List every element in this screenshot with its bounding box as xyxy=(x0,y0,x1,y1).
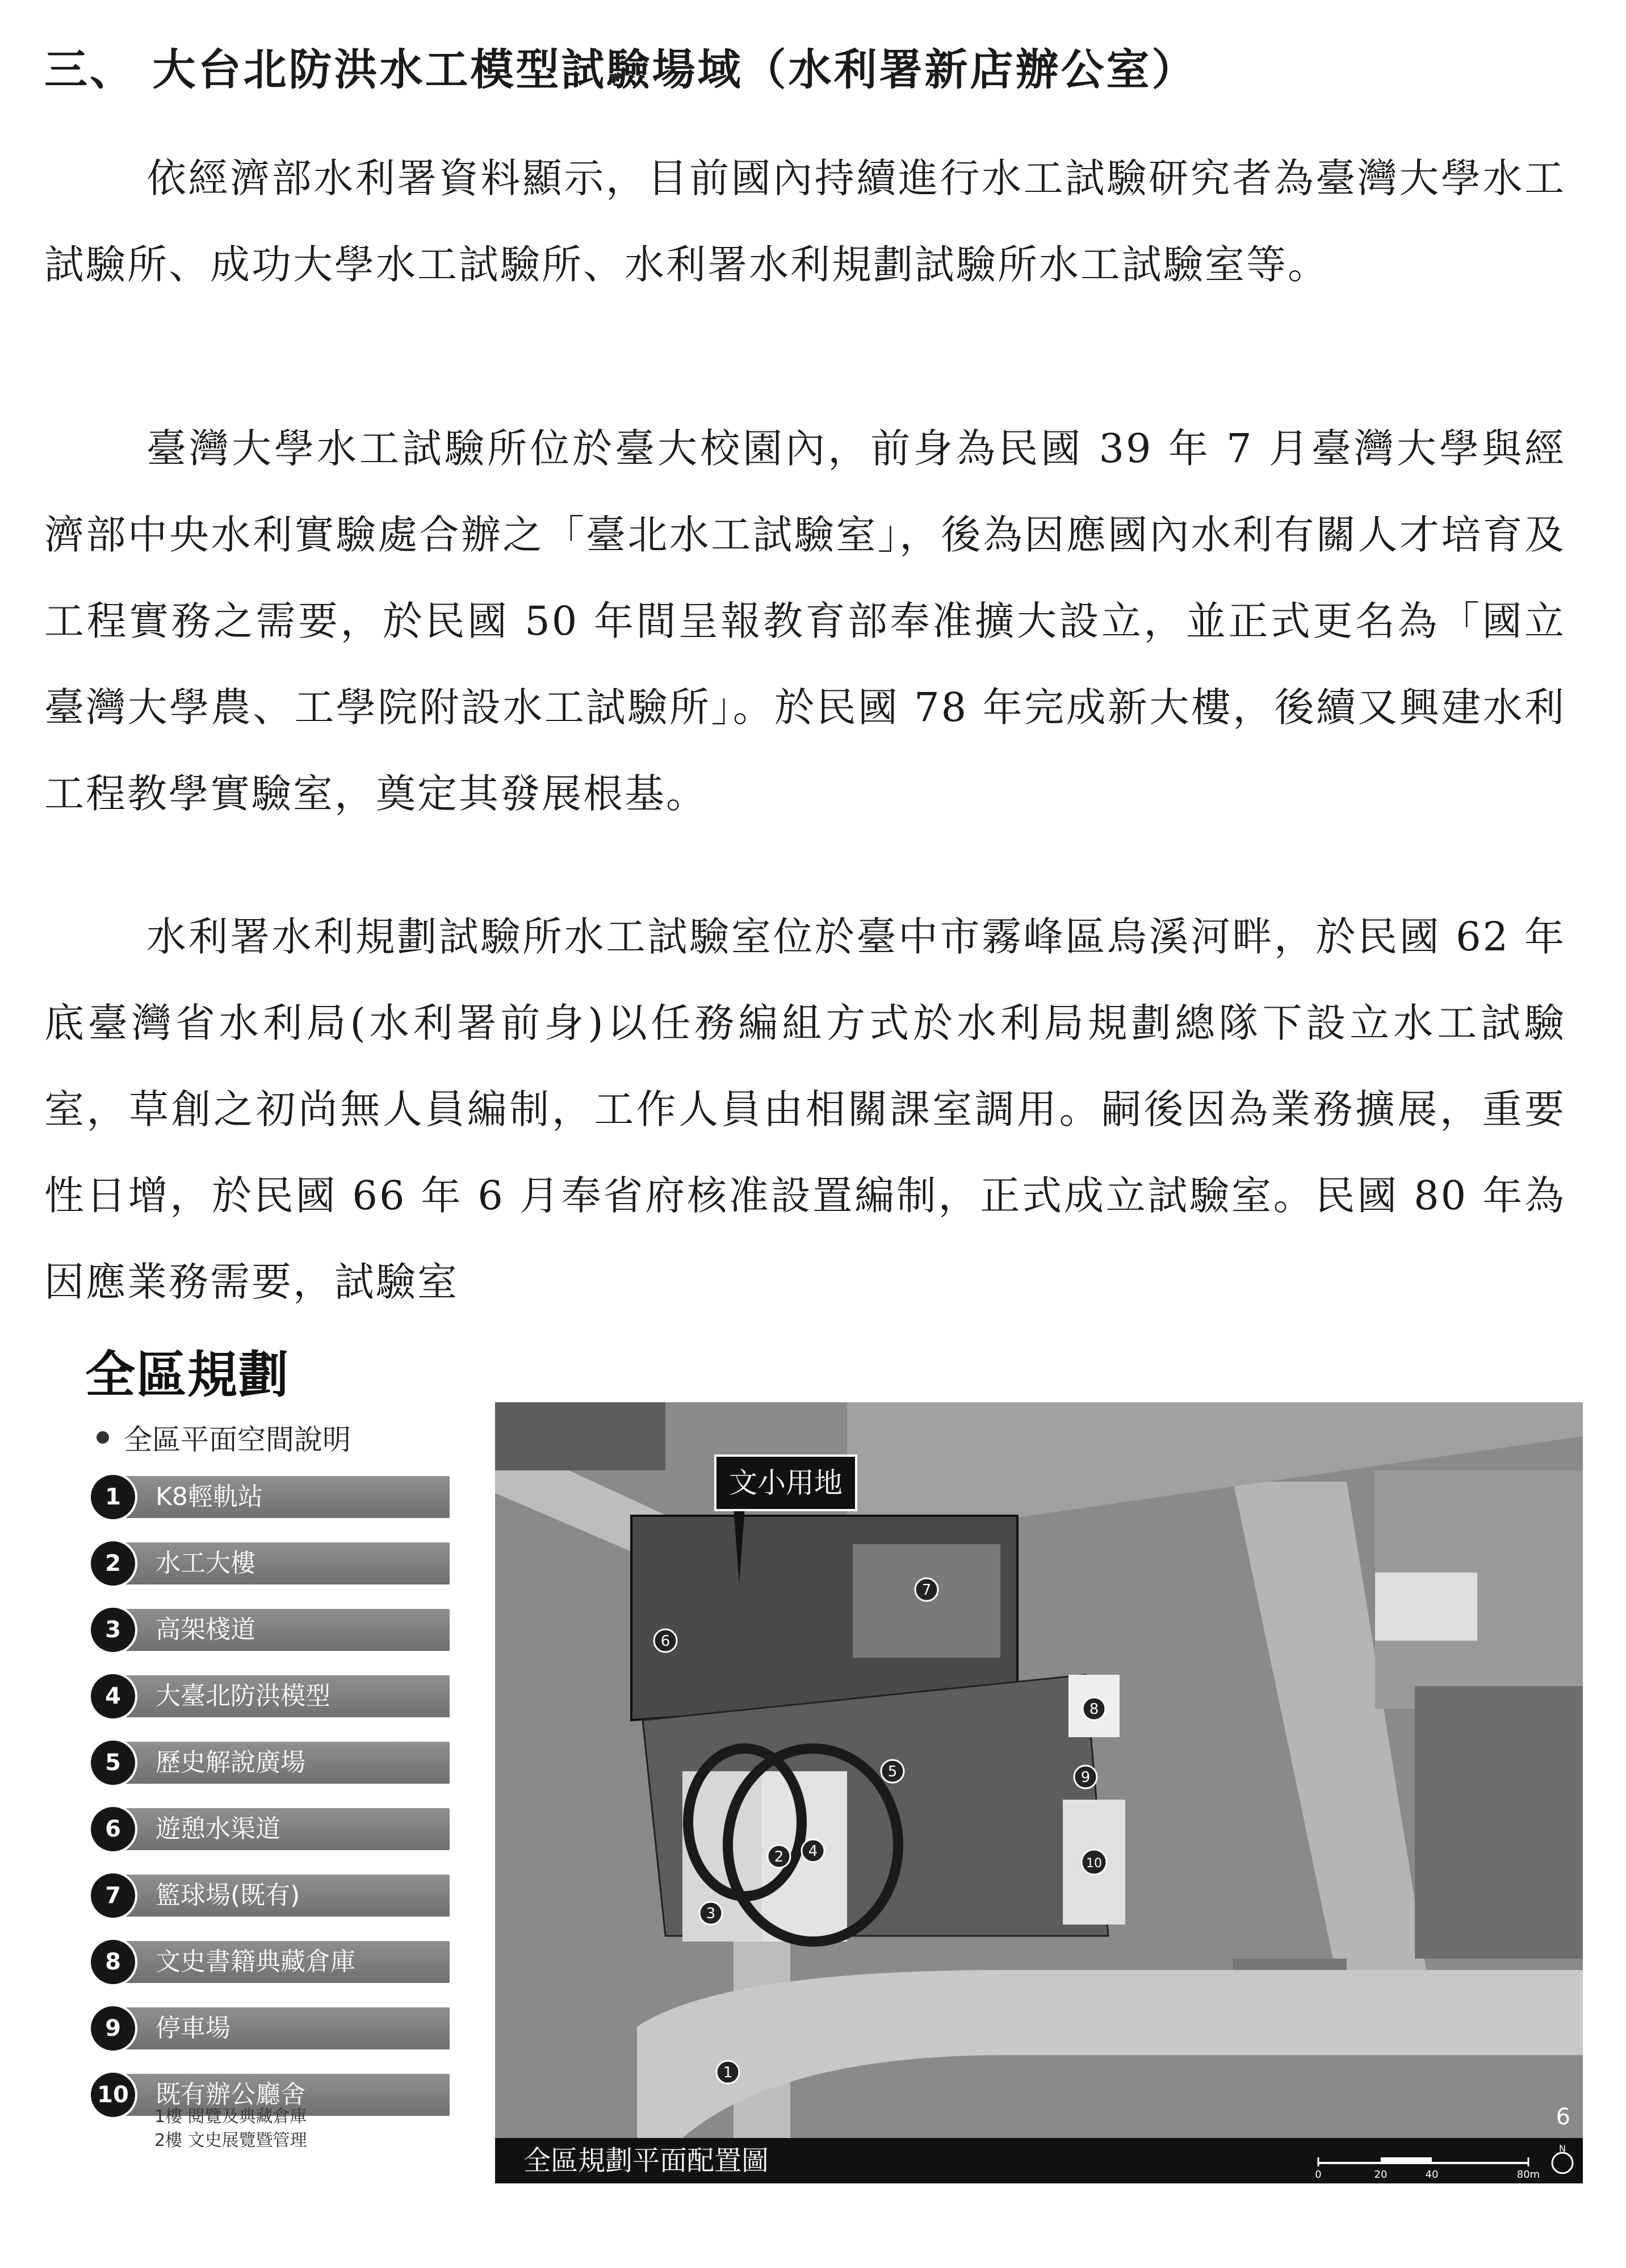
map-marker-3: 3 xyxy=(706,1905,716,1922)
scale-tick: 20 xyxy=(1374,2169,1388,2180)
map-marker-6: 6 xyxy=(660,1633,670,1650)
figure-title: 全區規劃 xyxy=(85,1345,290,1404)
legend-label: 水工大樓 xyxy=(156,1549,255,1578)
scale-tick: 80m xyxy=(1516,2169,1540,2180)
bullet-icon xyxy=(97,1431,109,1444)
paragraph-2: 臺灣大學水工試驗所位於臺大校園內，前身為民國 39 年 7 月臺灣大學與經濟部中央水利實驗處合辦之「臺北水工試驗室」，後為因應國內水利有關人才培育及工程實務之需要，於民國 50 年間呈報教育部奉准擴大設立，並正式更名為「國立臺灣大學農、工學院附設水工試驗所」。於民國 78 年完成新大樓，後續又興建水利工程教學實驗室，奠定其發展根基。 xyxy=(44,425,1566,817)
map-marker-1: 1 xyxy=(723,2064,733,2081)
legend-number: 10 xyxy=(89,2070,137,2119)
legend-note xyxy=(154,2105,307,2153)
school-lot-label: 文小用地 xyxy=(714,1454,857,1511)
legend-number: 6 xyxy=(89,1805,137,1854)
map-caption: 全區規劃平面配置圖 xyxy=(523,2145,769,2177)
legend-label: 停車場 xyxy=(156,2014,231,2043)
legend-item xyxy=(89,1539,452,1588)
site-plan-map xyxy=(495,1402,1583,2183)
scale-tick: 0 xyxy=(1315,2169,1322,2180)
legend-number: 4 xyxy=(89,1672,137,1721)
paragraph-1: 依經濟部水利署資料顯示，目前國內持續進行水工試驗研究者為臺灣大學水工試驗所、成功大學水工試驗所、水利署水利規劃試驗所水工試驗室等。 xyxy=(44,155,1566,288)
legend-label: 籃球場(既有) xyxy=(156,1881,300,1910)
aerial-map-image xyxy=(495,1402,1583,2138)
map-caption-bar xyxy=(495,2138,1583,2183)
scale-tick: 40 xyxy=(1425,2169,1439,2180)
map-marker-10: 10 xyxy=(1086,1856,1102,1871)
paragraph-3: 水利署水利規劃試驗所水工試驗室位於臺中市霧峰區烏溪河畔，於民國 62 年底臺灣省水利局(水利署前身)以任務編組方式於水利局規劃總隊下設立水工試驗室，草創之初尚無人員編制，工作人員由相關課室調用。嗣後因為業務擴展，重要性日增，於民國 66 年 6 月奉省府核准設置編制，正式成立試驗室。民國 80 年為因應業務需要，試驗室 xyxy=(44,913,1566,1305)
legend-heading xyxy=(97,1417,351,1458)
legend-item xyxy=(89,1738,452,1787)
legend-number: 7 xyxy=(89,1871,137,1920)
legend-heading-text: 全區平面空間說明 xyxy=(124,1423,351,1456)
north-arrow-icon xyxy=(1552,2153,1573,2173)
legend-number: 1 xyxy=(89,1473,137,1521)
map-marker-5: 5 xyxy=(887,1763,898,1780)
legend-note-line: 1樓 閱覽及典藏倉庫 xyxy=(154,2107,307,2127)
legend-note-line: 2樓 文史展覽暨管理 xyxy=(154,2131,307,2150)
map-marker-4: 4 xyxy=(808,1843,818,1860)
legend-label: 遊憩水渠道 xyxy=(156,1814,280,1843)
legend-label: 文史書籍典藏倉庫 xyxy=(156,1947,355,1976)
legend-item xyxy=(89,1473,452,1521)
map-marker-2: 2 xyxy=(774,1848,784,1865)
map-marker-8: 8 xyxy=(1089,1701,1099,1718)
legend-label: 歷史解說廣場 xyxy=(156,1748,305,1777)
legend-item xyxy=(89,1605,452,1654)
page-number: 6 xyxy=(1556,2104,1570,2130)
legend-item xyxy=(89,1672,452,1721)
legend-label: 大臺北防洪模型 xyxy=(156,1682,330,1711)
legend-number: 2 xyxy=(89,1539,137,1588)
legend-item xyxy=(89,2004,452,2053)
scale-bar xyxy=(1313,2144,1574,2180)
legend-number: 9 xyxy=(89,2004,137,2053)
legend-item xyxy=(89,1871,452,1920)
legend-item xyxy=(89,1938,452,1986)
legend-item xyxy=(89,1805,452,1854)
section-heading: 三、 大台北防洪水工模型試驗場域（水利署新店辦公室） xyxy=(44,44,1197,95)
legend-list xyxy=(89,1473,452,2137)
north-label: N xyxy=(1559,2144,1566,2154)
legend-number: 8 xyxy=(89,1938,137,1986)
map-marker-7: 7 xyxy=(921,1582,932,1599)
legend-label: 高架棧道 xyxy=(156,1615,255,1644)
legend-label: K8輕軌站 xyxy=(156,1482,263,1511)
map-marker-9: 9 xyxy=(1080,1769,1091,1786)
legend-number: 5 xyxy=(89,1738,137,1787)
legend-number: 3 xyxy=(89,1605,137,1654)
legend-label: 既有辦公廳舍 xyxy=(156,2080,305,2109)
